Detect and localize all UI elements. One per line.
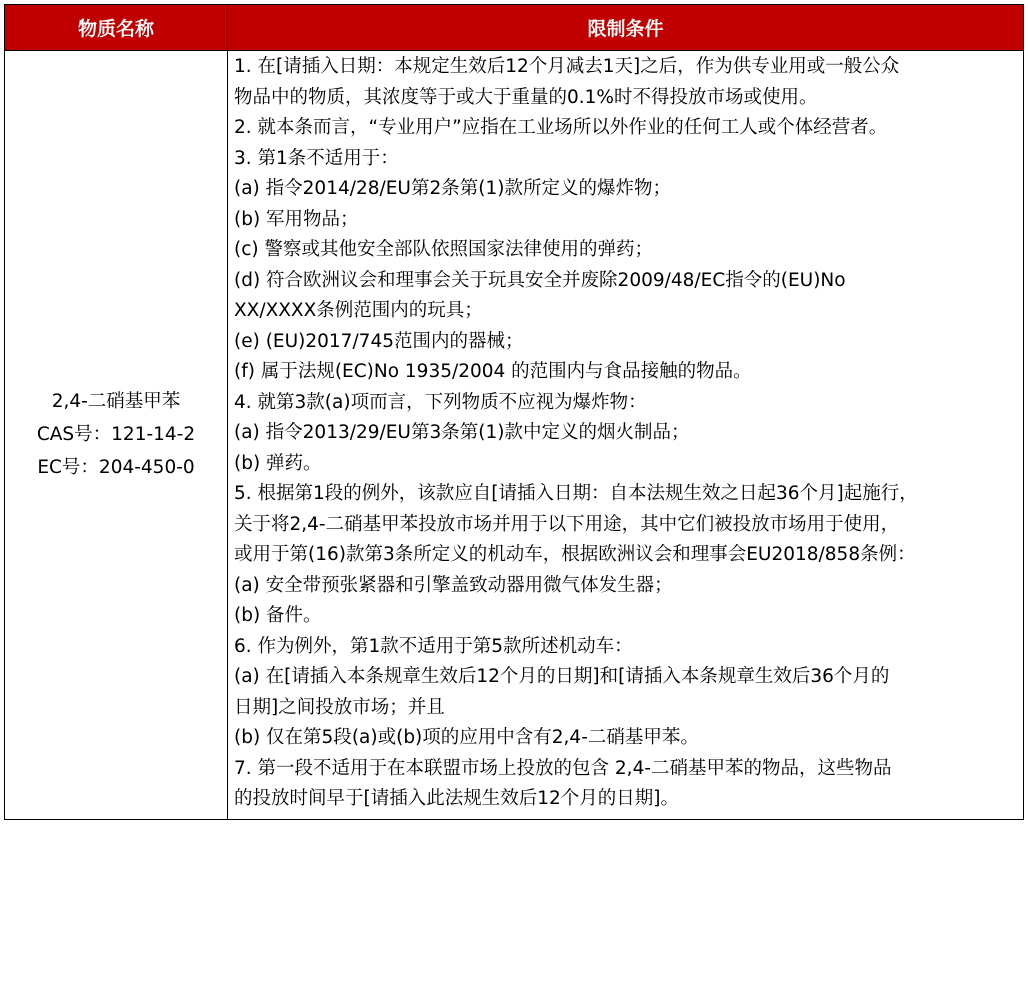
condition-line: (a) 指令2013/29/EU第3条第(1)款中定义的烟火制品； <box>234 422 690 443</box>
condition-line: (d) 符合欧洲议会和理事会关于玩具安全并废除2009/48/EC指令的(EU)No <box>234 269 846 291</box>
condition-line: 或用于第(16)款第3条所定义的机动车，根据欧洲议会和理事会EU2018/858条例： <box>234 544 916 565</box>
condition-line: (b) 备件。 <box>234 605 322 626</box>
condition-line: 6. 作为例外，第1款不适用于第5款所述机动车： <box>234 635 633 657</box>
header-row <box>5 5 1024 51</box>
condition-line: 2. 就本条而言，“专业用户”应指在工业场所以外作业的任何工人或个体经营者。 <box>234 117 888 138</box>
ec-number: EC号：204-450-0 <box>37 457 195 479</box>
cas-number: CAS号：121-14-2 <box>36 424 196 446</box>
condition-line: (a) 安全带预张紧器和引擎盖致动器用微气体发生器； <box>234 574 673 596</box>
condition-line: 4. 就第3款(a)项而言，下列物质不应视为爆炸物： <box>234 391 647 413</box>
condition-line: XX/XXXX条例范围内的玩具； <box>234 300 483 321</box>
header-substance-name: 物质名称 <box>5 5 228 51</box>
restriction-table <box>4 4 1024 820</box>
condition-line: (b) 仅在第5段(a)或(b)项的应用中含有2,4-二硝基甲苯。 <box>234 727 699 748</box>
condition-line: 3. 第1条不适用于： <box>234 147 399 169</box>
condition-line: (f) 属于法规(EC)No 1935/2004 的范围内与食品接触的物品。 <box>234 361 752 382</box>
condition-line: 物品中的物质，其浓度等于或大于重量的0.1%时不得投放市场或使用。 <box>234 86 818 108</box>
condition-line: (e) (EU)2017/745范围内的器械； <box>234 330 524 352</box>
condition-line: (b) 弹药。 <box>234 452 322 474</box>
condition-line: 关于将2,4-二硝基甲苯投放市场并用于以下用途，其中它们被投放市场用于使用， <box>234 513 900 535</box>
header-restriction-conditions: 限制条件 <box>228 5 1024 51</box>
condition-line: 7. 第一段不适用于在本联盟市场上投放的包含 2,4-二硝基甲苯的物品，这些物品 <box>234 757 892 779</box>
condition-line: (a) 指令2014/28/EU第2条第(1)款所定义的爆炸物； <box>234 178 671 199</box>
substance-cell <box>5 51 228 820</box>
conditions-cell <box>228 51 1024 820</box>
condition-line: 5. 根据第1段的例外，该款应自[请插入日期：自本法规生效之日起36个月]起施行， <box>234 483 918 504</box>
table-row <box>5 51 1024 820</box>
condition-line: 1. 在[请插入日期：本规定生效后12个月减去1天]之后，作为供专业用或一般公众 <box>234 56 900 77</box>
condition-line: (b) 军用物品； <box>234 208 359 230</box>
condition-line: 的投放时间早于[请插入此法规生效后12个月的日期]。 <box>234 788 679 809</box>
condition-line: (a) 在[请插入本条规章生效后12个月的日期]和[请插入本条规章生效后36个月的 <box>234 666 890 687</box>
substance-name: 2,4-二硝基甲苯 <box>51 391 181 413</box>
condition-line: (c) 警察或其他安全部队依照国家法律使用的弹药； <box>234 239 653 260</box>
condition-line: 日期]之间投放市场；并且 <box>234 696 445 718</box>
